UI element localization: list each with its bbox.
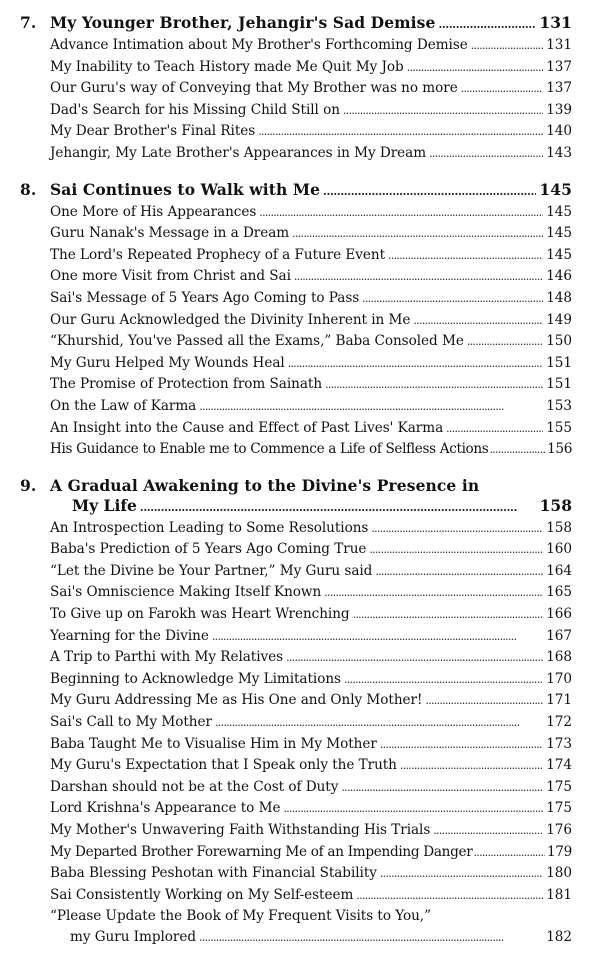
chapter-number: 7.	[20, 13, 37, 32]
entry-page: 171	[546, 692, 572, 709]
entry-page: 176	[546, 822, 572, 838]
entry-title: Darshan should not be at the Cost of Duty	[50, 778, 339, 795]
dot-leader	[294, 266, 543, 288]
dot-leader	[323, 179, 536, 202]
toc-entry	[50, 604, 572, 626]
toc-entry	[50, 690, 572, 712]
dot-leader	[471, 35, 543, 57]
entry-page: 131	[546, 37, 572, 53]
entry-page: 167	[546, 627, 572, 644]
chapter-entries	[20, 518, 572, 949]
dot-leader	[433, 820, 543, 842]
entry-title: An Insight into the Cause and Effect of Past Lives' Karma	[50, 419, 444, 436]
table-of-contents	[20, 12, 572, 963]
dot-leader	[369, 539, 543, 561]
chapter-number: 9.	[20, 475, 37, 495]
chapter-title-line-2: My Life	[72, 495, 137, 515]
dot-leader	[259, 202, 543, 224]
entry-title: A Trip to Parthi with My Relatives	[50, 649, 284, 666]
entry-page: 149	[546, 311, 572, 328]
dot-leader	[292, 223, 543, 245]
dot-leader	[380, 863, 543, 885]
entry-title: My Guru Addressing Me as His One and Only Mother!	[50, 692, 423, 709]
entry-title: My Guru Helped My Wounds Heal	[50, 354, 285, 371]
entry-title: Our Guru Acknowledged the Divinity Inherent in Me	[50, 311, 411, 328]
toc-entry	[50, 842, 572, 864]
toc-entry	[50, 396, 572, 418]
entry-title: My Mother's Unwavering Faith Withstanding His Trials	[50, 822, 431, 838]
entry-page: 164	[546, 562, 572, 579]
dot-leader	[356, 885, 543, 907]
toc-entry	[50, 418, 572, 440]
entry-title: His Guidance to Enable me to Commence a Life of Selfless Actions	[50, 441, 489, 458]
entry-title: Baba Blessing Peshotan with Financial Stability	[50, 865, 377, 882]
entry-title: The Lord's Repeated Prophecy of a Future Event	[50, 246, 386, 263]
toc-entry	[50, 777, 572, 799]
entry-page: 148	[546, 289, 572, 306]
dot-leader	[371, 518, 543, 540]
entry-title: My Guru's Expectation that I Speak only the Truth	[50, 757, 397, 774]
entry-page: 155	[546, 419, 572, 436]
toc-entry	[50, 245, 572, 267]
toc-entry	[50, 353, 572, 375]
toc-entry	[50, 798, 572, 820]
toc-entry	[50, 202, 572, 224]
chapter-7	[20, 12, 572, 165]
entry-title-line-2: my Guru Implored	[70, 928, 197, 945]
entry-title: Guru Nanak's Message in a Dream	[50, 225, 290, 242]
dot-leader	[215, 712, 543, 734]
entry-title: Lord Krishna's Appearance to Me	[50, 800, 281, 817]
entry-title: My Inability to Teach History made Me Quit My Job	[50, 58, 404, 75]
dot-leader	[380, 734, 543, 756]
chapter-page: 145	[539, 179, 572, 199]
toc-entry	[50, 35, 572, 57]
entry-title: Baba's Prediction of 5 Years Ago Coming True	[50, 541, 367, 558]
dot-leader	[388, 245, 543, 267]
toc-entry	[50, 755, 572, 777]
entry-title: One more Visit from Christ and Sai	[50, 268, 291, 285]
entry-page: 137	[546, 80, 572, 97]
toc-entry-line-1	[50, 906, 572, 927]
toc-entry	[50, 121, 572, 143]
entry-page: 158	[546, 519, 572, 536]
toc-entry	[50, 669, 572, 691]
entry-page: 181	[546, 886, 572, 903]
dot-leader	[286, 647, 543, 669]
chapter-9	[20, 475, 572, 949]
chapter-page: 158	[539, 495, 572, 515]
entry-page: 150	[546, 333, 572, 350]
dot-leader	[140, 496, 537, 518]
dot-leader	[446, 418, 543, 440]
dot-leader	[489, 439, 545, 461]
dot-leader	[467, 331, 543, 353]
entry-page: 143	[546, 144, 572, 161]
toc-entry	[50, 734, 572, 756]
toc-entry	[50, 626, 572, 648]
chapter-page: 131	[539, 13, 572, 32]
dot-leader	[212, 626, 543, 648]
entry-page: 166	[546, 606, 572, 623]
entry-page: 156	[547, 441, 572, 458]
chapter-8	[20, 179, 572, 461]
toc-entry	[50, 78, 572, 100]
dot-leader	[461, 78, 543, 100]
entry-title: Beginning to Acknowledge My Limitations	[50, 670, 341, 687]
entry-title: Sai Consistently Working on My Self-esteem	[50, 886, 354, 903]
dot-leader	[324, 582, 543, 604]
entry-page: 145	[546, 203, 572, 220]
entry-page: 139	[546, 101, 572, 118]
entry-title: Sai's Message of 5 Years Ago Coming to Pass	[50, 289, 360, 306]
entry-title: One More of His Appearances	[50, 203, 257, 220]
entry-page: 175	[546, 800, 572, 817]
entry-page: 173	[546, 735, 572, 752]
dot-leader	[199, 927, 543, 949]
dot-leader	[425, 690, 543, 712]
chapter-title: My Younger Brother, Jehangir's Sad Demise	[50, 13, 436, 32]
toc-entry	[50, 374, 572, 396]
dot-leader	[199, 396, 543, 418]
dot-leader	[343, 100, 543, 122]
dot-leader	[400, 755, 543, 777]
dot-leader	[362, 288, 543, 310]
chapter-number: 8.	[20, 179, 37, 199]
entry-page: 182	[546, 928, 572, 945]
toc-entry	[50, 647, 572, 669]
entry-page: 140	[546, 123, 572, 140]
entry-title: “Let the Divine be Your Partner,” My Guru said	[50, 562, 373, 579]
dot-leader	[429, 143, 543, 165]
entry-page: 174	[546, 757, 572, 774]
toc-entry	[50, 223, 572, 245]
toc-entry	[50, 518, 572, 540]
chapter-heading	[20, 475, 572, 496]
toc-entry	[50, 582, 572, 604]
toc-entry	[50, 439, 572, 461]
entry-title: My Departed Brother Forewarning Me of an Impending Danger	[50, 843, 473, 860]
toc-entry	[50, 863, 572, 885]
entry-page: 153	[546, 397, 572, 414]
entry-title: Our Guru's way of Conveying that My Brother was no more	[50, 80, 458, 97]
toc-entry	[50, 885, 572, 907]
entry-title: The Promise of Protection from Sainath	[50, 376, 323, 393]
entry-page: 137	[546, 58, 572, 75]
entry-title: Dad's Search for his Missing Child Still on	[50, 101, 340, 118]
toc-entry	[50, 331, 572, 353]
entry-title: Jehangir, My Late Brother's Appearances in My Dream	[50, 144, 427, 161]
chapter-title-line-1: A Gradual Awakening to the Divine's Presence in	[50, 475, 480, 495]
entry-title: “Khurshid, You've Passed all the Exams,” Baba Consoled Me	[50, 333, 464, 350]
entry-title: To Give up on Farokh was Heart Wrenching	[50, 606, 350, 623]
dot-leader	[258, 121, 543, 143]
entry-title: Sai's Omniscience Making Itself Known	[50, 584, 322, 601]
dot-leader	[344, 669, 543, 691]
toc-entry	[50, 100, 572, 122]
entry-page: 151	[546, 376, 572, 393]
toc-entry-line-2	[70, 927, 572, 949]
entry-title: On the Law of Karma	[50, 397, 197, 414]
chapter-title: Sai Continues to Walk with Me	[50, 179, 321, 199]
entry-page: 168	[546, 649, 572, 666]
toc-entry	[50, 288, 572, 310]
dot-leader	[325, 374, 543, 396]
entry-title: Baba Taught Me to Visualise Him in My Mother	[50, 735, 377, 752]
dot-leader	[353, 604, 543, 626]
toc-entry	[50, 310, 572, 332]
toc-entry	[50, 143, 572, 165]
entry-title: My Dear Brother's Final Rites	[50, 123, 256, 140]
toc-entry	[50, 539, 572, 561]
entry-page: 165	[546, 584, 572, 601]
entry-page: 170	[546, 670, 572, 687]
toc-entry	[50, 266, 572, 288]
dot-leader	[438, 12, 536, 35]
dot-leader	[375, 561, 543, 583]
toc-entry	[50, 561, 572, 583]
dot-leader	[283, 798, 543, 820]
toc-entry	[50, 57, 572, 79]
toc-entry	[50, 820, 572, 842]
dot-leader	[413, 310, 543, 332]
chapter-heading	[20, 179, 572, 202]
dot-leader	[473, 842, 545, 864]
chapter-entries	[20, 35, 572, 165]
entry-page: 175	[546, 778, 572, 795]
entry-page: 160	[546, 541, 572, 558]
entry-page: 179	[546, 843, 572, 860]
entry-page: 145	[546, 246, 572, 263]
entry-title: Advance Intimation about My Brother's Forthcoming Demise	[50, 37, 468, 53]
chapter-heading-line-2	[20, 496, 572, 518]
chapter-heading	[20, 12, 572, 35]
entry-page: 145	[546, 225, 572, 242]
entry-page: 172	[546, 714, 572, 731]
dot-leader	[407, 57, 543, 79]
dot-leader	[341, 777, 543, 799]
entry-title: Yearning for the Divine	[50, 627, 209, 644]
entry-page: 151	[546, 354, 572, 371]
entry-page: 146	[546, 268, 572, 285]
chapter-entries	[20, 202, 572, 461]
entry-title: An Introspection Leading to Some Resolutions	[50, 519, 369, 536]
entry-title-line-1: “Please Update the Book of My Frequent Visits to You,”	[50, 908, 431, 925]
entry-page: 180	[546, 865, 572, 882]
toc-entry	[50, 712, 572, 734]
dot-leader	[288, 353, 543, 375]
entry-title: Sai's Call to My Mother	[50, 714, 212, 731]
